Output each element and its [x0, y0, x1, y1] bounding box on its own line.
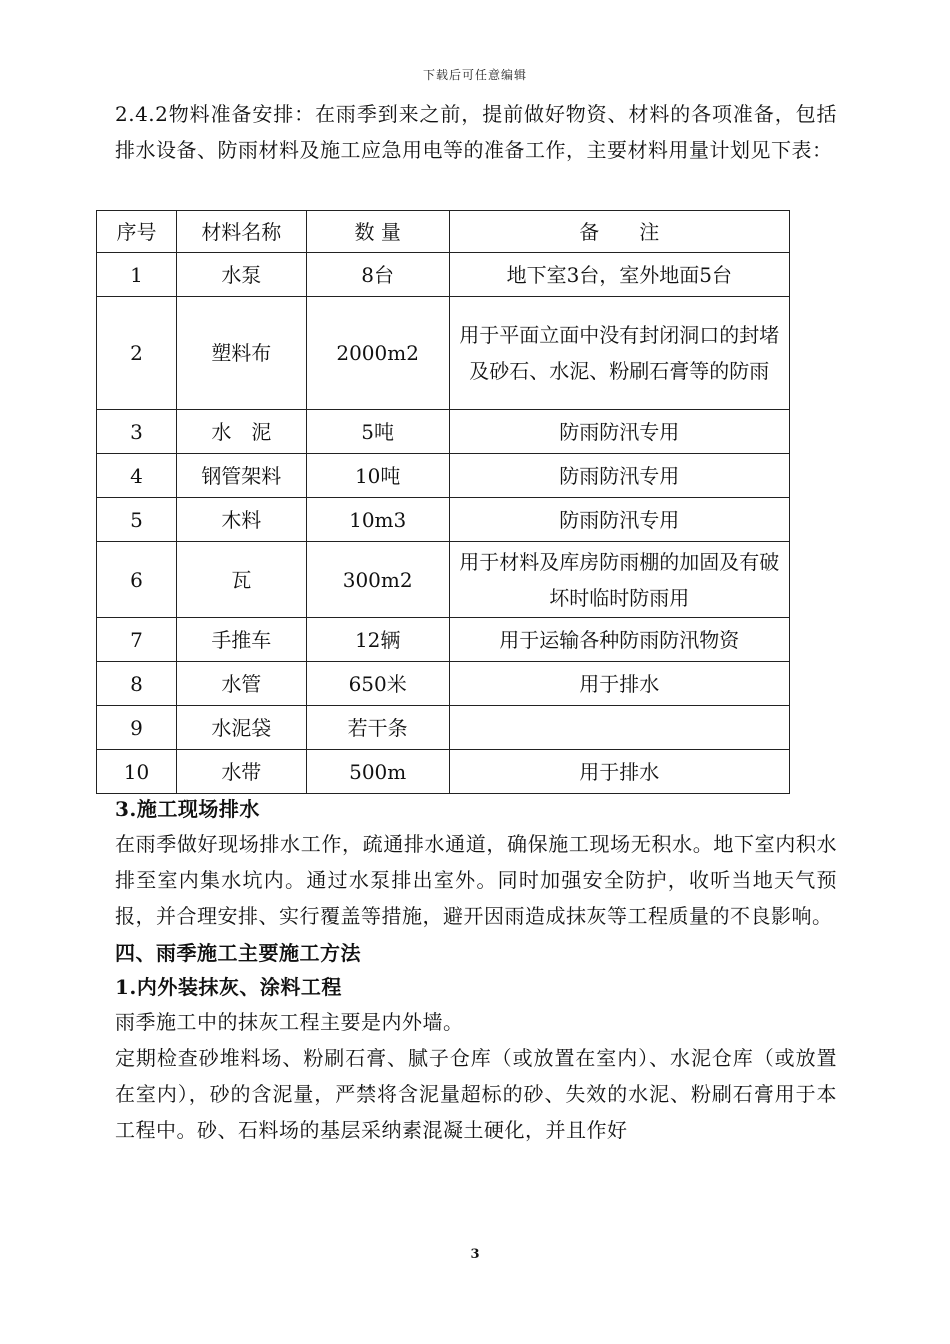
section-4-1-paragraph-1: 雨季施工中的抹灰工程主要是内外墙。	[115, 1010, 464, 1034]
cell-qty: 12辆	[306, 618, 449, 662]
cell-name: 水泵	[176, 253, 306, 297]
table-row	[97, 662, 790, 706]
cell-name: 瓦	[176, 542, 306, 618]
cell-note	[449, 706, 789, 750]
cell-note: 用于排水	[449, 750, 789, 794]
cell-qty: 300m2	[306, 542, 449, 618]
cell-qty: 10m3	[306, 498, 449, 542]
cell-no: 2	[97, 297, 177, 410]
section-4-title: 四、雨季施工主要施工方法	[115, 941, 361, 965]
section-4-1-paragraph-2: 定期检查砂堆料场、粉刷石膏、腻子仓库（或放置在室内）、水泥仓库（或放置在室内），砂的含泥量，严禁将含泥量超标的砂、失效的水泥、粉刷石膏用于本工程中。砂、石料场的基层采纳素混凝土硬化，并且作好	[115, 1046, 837, 1142]
cell-no: 7	[97, 618, 177, 662]
table-row	[97, 410, 790, 454]
table-row	[97, 750, 790, 794]
cell-qty: 5吨	[306, 410, 449, 454]
table-row	[97, 542, 790, 618]
table-row	[97, 454, 790, 498]
cell-no: 3	[97, 410, 177, 454]
intro-block	[115, 96, 837, 168]
header-cell-note: 备 注	[449, 211, 789, 253]
cell-note: 防雨防汛专用	[449, 410, 789, 454]
cell-name: 水带	[176, 750, 306, 794]
table-header-row	[97, 211, 790, 253]
header-cell-qty: 数 量	[306, 211, 449, 253]
cell-note: 用于材料及库房防雨棚的加固及有破坏时临时防雨用	[449, 542, 789, 618]
cell-no: 10	[97, 750, 177, 794]
cell-qty: 8台	[306, 253, 449, 297]
table-row	[97, 498, 790, 542]
cell-note: 用于平面立面中没有封闭洞口的封堵及砂石、水泥、粉刷石膏等的防雨	[449, 297, 789, 410]
cell-note: 防雨防汛专用	[449, 498, 789, 542]
cell-note: 地下室3台，室外地面5台	[449, 253, 789, 297]
cell-qty: 2000m2	[306, 297, 449, 410]
header-cell-name: 材料名称	[176, 211, 306, 253]
table-row	[97, 253, 790, 297]
cell-no: 8	[97, 662, 177, 706]
section-3-title: 3.施工现场排水	[115, 797, 260, 821]
cell-qty: 650米	[306, 662, 449, 706]
cell-note: 用于排水	[449, 662, 789, 706]
table-row	[97, 297, 790, 410]
body-sections	[115, 792, 837, 1148]
header-cell-no: 序号	[97, 211, 177, 253]
table-row	[97, 706, 790, 750]
cell-name: 水 泥	[176, 410, 306, 454]
cell-name: 塑料布	[176, 297, 306, 410]
intro-paragraph: 2.4.2物料准备安排：在雨季到来之前，提前做好物资、材料的各项准备，包括排水设备、防雨材料及施工应急用电等的准备工作，主要材料用量计划见下表：	[115, 102, 837, 162]
cell-qty: 若干条	[306, 706, 449, 750]
cell-name: 水管	[176, 662, 306, 706]
page-number: 3	[470, 1247, 480, 1262]
cell-no: 9	[97, 706, 177, 750]
table-row	[97, 618, 790, 662]
cell-no: 6	[97, 542, 177, 618]
cell-note: 用于运输各种防雨防汛物资	[449, 618, 789, 662]
cell-note: 防雨防汛专用	[449, 454, 789, 498]
cell-qty: 500m	[306, 750, 449, 794]
cell-qty: 10吨	[306, 454, 449, 498]
section-4-1-title: 1.内外装抹灰、涂料工程	[115, 975, 342, 999]
materials-table	[96, 210, 790, 794]
cell-no: 5	[97, 498, 177, 542]
cell-name: 木料	[176, 498, 306, 542]
cell-no: 4	[97, 454, 177, 498]
header-note: 下载后可任意编辑	[422, 68, 527, 82]
cell-name: 钢管架料	[176, 454, 306, 498]
section-3-body: 在雨季做好现场排水工作，疏通排水通道，确保施工现场无积水。地下室内积水排至室内集水坑内。通过水泵排出室外。同时加强安全防护，收听当地天气预报，并合理安排、实行覆盖等措施，避开因雨造成抹灰等工程质量的不良影响。	[115, 832, 837, 928]
cell-name: 水泥袋	[176, 706, 306, 750]
cell-name: 手推车	[176, 618, 306, 662]
cell-no: 1	[97, 253, 177, 297]
